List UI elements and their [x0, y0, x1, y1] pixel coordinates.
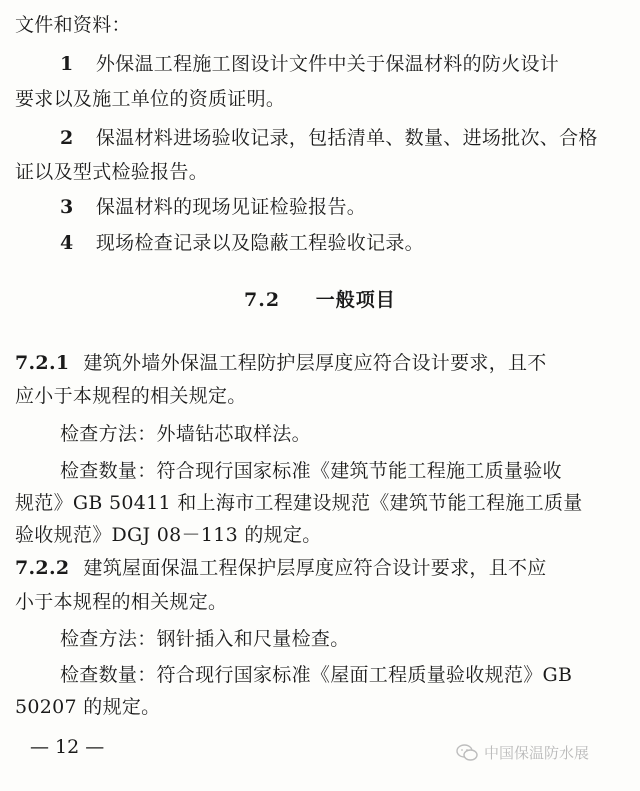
chat-bubble-icon [456, 744, 478, 762]
clause-7-2-1-continuation: 应小于本规程的相关规定。 [15, 385, 247, 407]
watermark [456, 742, 589, 763]
list-item-number: 1 [60, 53, 74, 75]
clause-7-2-2-method: 检查方法：钢针插入和尺量检查。 [60, 628, 350, 650]
clause-7-2-1-quantity-cont-2: 验收规范》DGJ 08－113 的规定。 [15, 524, 322, 546]
list-item-4 [60, 230, 424, 256]
list-item-text: 保温材料的现场见证检验报告。 [95, 196, 367, 218]
clause-7-2-1-quantity-cont-1: 规范》GB 50411 和上海市工程建设规范《建筑节能工程施工质量 [15, 492, 583, 514]
list-item-number: 2 [60, 127, 74, 149]
list-item-2 [60, 125, 598, 151]
list-item-text: 外保温工程施工图设计文件中关于保温材料的防火设计 [95, 53, 560, 75]
list-item-1 [60, 51, 559, 77]
clause-7-2-2 [15, 555, 547, 581]
clause-number: 7.2.2 [15, 557, 70, 579]
list-item-text: 现场检查记录以及隐蔽工程验收记录。 [95, 232, 424, 254]
clause-7-2-2-quantity-cont: 50207 的规定。 [15, 696, 161, 718]
clause-text: 建筑屋面保温工程保护层厚度应符合设计要求，且不应 [83, 557, 547, 579]
section-heading [244, 287, 396, 313]
clause-7-2-1 [15, 350, 547, 376]
page-number: — 12 — [30, 736, 105, 758]
section-number: 7.2 [244, 289, 281, 311]
intro-text: 文件和资料： [15, 14, 131, 36]
clause-7-2-2-quantity: 检查数量：符合现行国家标准《屋面工程质量验收规范》GB [60, 664, 573, 686]
list-item-text: 保温材料进场验收记录，包括清单、数量、进场批次、合格 [95, 127, 598, 149]
list-item-3 [60, 194, 366, 220]
clause-number: 7.2.1 [15, 352, 70, 374]
list-item-1-continuation: 要求以及施工单位的资质证明。 [15, 88, 286, 110]
section-title: 一般项目 [315, 289, 396, 311]
clause-7-2-2-continuation: 小于本规程的相关规定。 [15, 591, 228, 613]
clause-7-2-1-quantity: 检查数量：符合现行国家标准《建筑节能工程施工质量验收 [60, 460, 562, 482]
list-item-number: 3 [60, 196, 74, 218]
list-item-2-continuation: 证以及型式检验报告。 [15, 161, 209, 183]
clause-7-2-1-method: 检查方法：外墙钻芯取样法。 [60, 423, 311, 445]
watermark-text: 中国保温防水展 [484, 744, 590, 762]
list-item-number: 4 [60, 232, 74, 254]
clause-text: 建筑外墙外保温工程防护层厚度应符合设计要求，且不 [83, 352, 547, 374]
